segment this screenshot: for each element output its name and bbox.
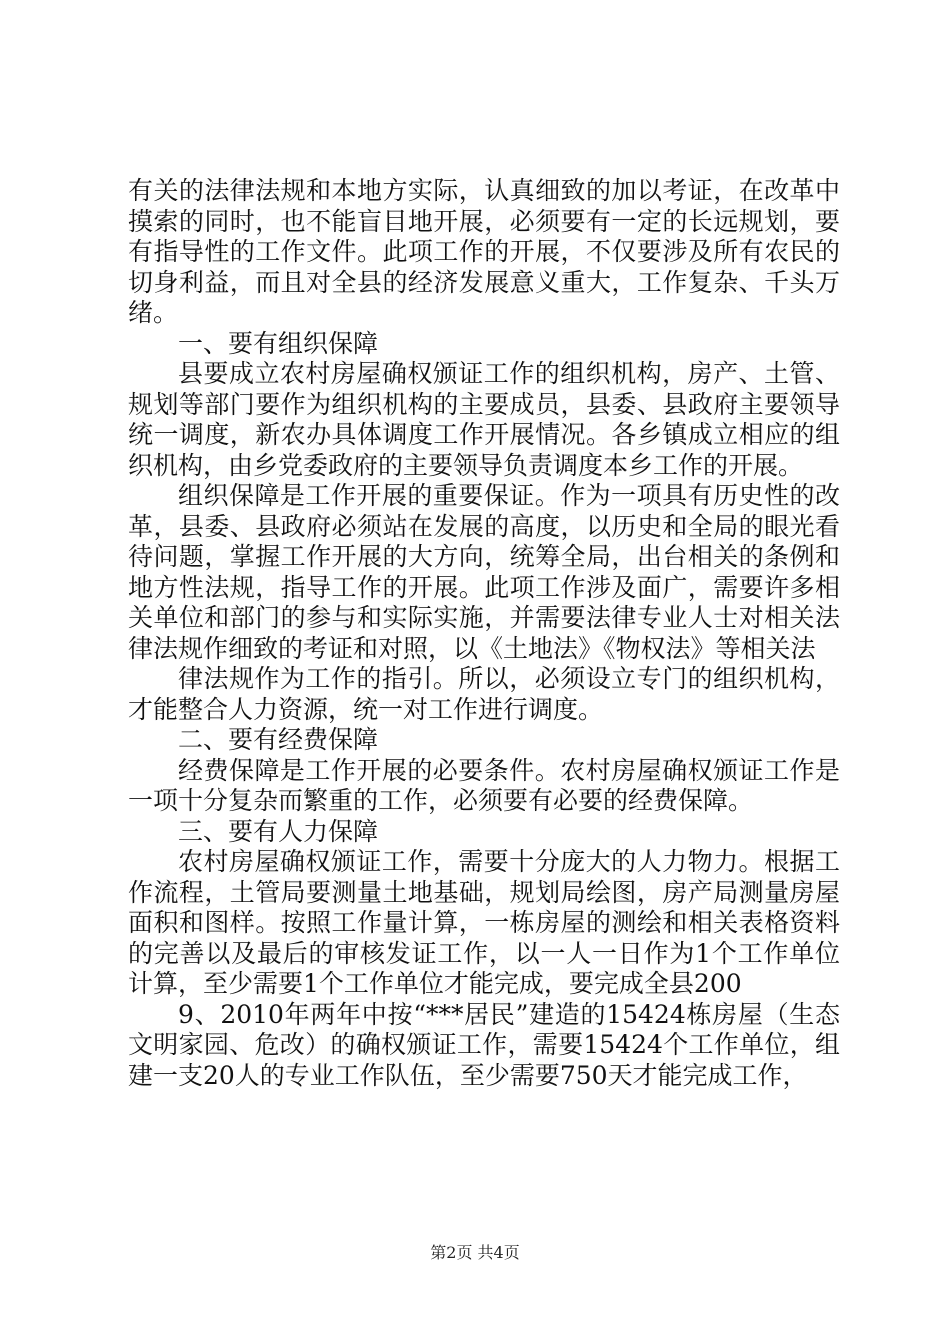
- paragraph-manpower-continuation: 9、2010年两年中按“***居民”建造的15424栋房屋（生态文明家园、危改）的确权颁证工作，需要15424个工作单位，组建一支20人的专业工作队伍，至少需要750天才能完成工作，: [128, 999, 840, 1090]
- section-heading-manpower: 三、要有人力保障: [178, 816, 379, 846]
- document-body: [128, 176, 840, 1091]
- paragraph-organization-guidance: 律法规作为工作的指引。所以，必须设立专门的组织机构，才能整合人力资源，统一对工作进行调度。: [128, 664, 840, 724]
- paragraph-organization-importance: 组织保障是工作开展的重要保证。作为一项具有历史性的改革，县委、县政府必须站在发展的高度，以历史和全局的眼光看待问题，掌握工作开展的大方向，统筹全局，出台相关的条例和地方性法规，指导工作的开展。此项工作涉及面广，需要许多相关单位和部门的参与和实际实施，并需要法律专业人士对相关法律法规作细致的考证和对照，以《土地法》《物权法》等相关法: [128, 481, 840, 663]
- section-heading-organization: 一、要有组织保障: [178, 328, 379, 358]
- paragraph-continuation: 有关的法律法规和本地方实际，认真细致的加以考证，在改革中摸索的同时，也不能盲目地开展，必须要有一定的长远规划，要有指导性的工作文件。此项工作的开展，不仅要涉及所有农民的切身利益，而且对全县的经济发展意义重大，工作复杂、千头万绪。: [128, 176, 840, 327]
- page-number-footer: 第2页 共4页: [430, 1243, 520, 1262]
- paragraph-manpower-body: 农村房屋确权颁证工作，需要十分庞大的人力物力。根据工作流程，土管局要测量土地基础，规划局绘图，房产局测量房屋面积和图样。按照工作量计算，一栋房屋的测绘和相关表格资料的完善以及最后的审核发证工作，以一人一日作为1个工作单位计算，至少需要1个工作单位才能完成，要完成全县200: [128, 847, 840, 998]
- section-heading-funding: 二、要有经费保障: [178, 725, 379, 754]
- paragraph-organization-body: 县要成立农村房屋确权颁证工作的组织机构，房产、土管、规划等部门要作为组织机构的主要成员，县委、县政府主要领导统一调度，新农办具体调度工作开展情况。各乡镇成立相应的组织机构，由乡党委政府的主要领导负责调度本乡工作的开展。: [128, 359, 840, 480]
- paragraph-funding-body: 经费保障是工作开展的必要条件。农村房屋确权颁证工作是一项十分复杂而繁重的工作，必须要有必要的经费保障。: [128, 755, 840, 815]
